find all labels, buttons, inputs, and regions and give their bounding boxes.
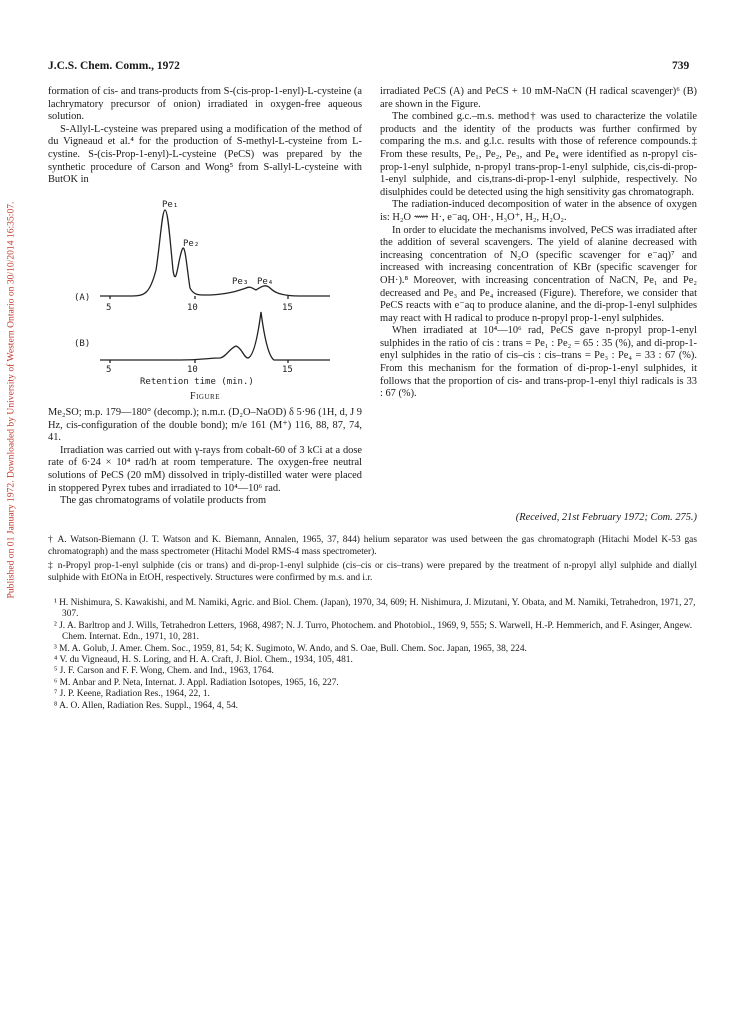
reference-2: ² J. A. Barltrop and J. Wills, Tetrahedron Letters, 1968, 4987; N. J. Turro, Photochem. and Photobiol., 1969, 9, 555; S. Warwell, H.-P. Hemmerich, and F. Asinger, Angew. Chem. Internat. Edn., 1971, 10, 281. bbox=[54, 620, 693, 643]
tick-label-b-5: 5 bbox=[106, 365, 112, 375]
left-paragraph-5: The gas chromatograms of volatile products from bbox=[60, 495, 267, 507]
right-paragraph-1: irradiated PeCS (A) and PeCS + 10 mM-NaCN (H radical scavenger)⁶ (B) are shown in the Figure. bbox=[380, 86, 697, 110]
tick-label-b-15: 15 bbox=[282, 365, 293, 375]
reference-3: ³ M. A. Golub, J. Amer. Chem. Soc., 1959, 81, 54; K. Sugimoto, W. Ando, and S. Oae, Bull. Chem. Soc. Japan, 1965, 38, 224. bbox=[54, 643, 527, 654]
right-paragraph-3: The radiation-induced decomposition of water in the absence of oxygen is: H₂O ⟿ H·, e⁻aq, OH·, H₃O⁺, H₂, H₂O₂. bbox=[380, 199, 697, 223]
references bbox=[48, 598, 697, 712]
peak-label-pe2: Pe₂ bbox=[183, 239, 200, 249]
right-paragraph-2: The combined g.c.–m.s. method† was used to characterize the volatile products and the identity of the products was further confirmed by comparing the m.s. and g.l.c. results with those of reference compounds.‡ From these results, Pe₁, Pe₂, Pe₃, and Pe₄ were identified as n-propyl cis-prop-1-enyl sulphide, n-propyl trans-prop-1-enyl sulphide, cis,cis-di-prop-1-enyl sulphide, and cis,trans-di-prop-1-enyl sulphide, respectively. No disulphides could be detected using the high sensitivity gas chromatograph. bbox=[380, 111, 697, 198]
figure-caption: Figure bbox=[190, 391, 220, 402]
download-watermark bbox=[4, 160, 18, 640]
left-paragraph-1: formation of cis- and trans-products from S-(cis-prop-1-enyl)-L-cysteine (a lachrymatory precursor of onion) irradiated in oxygen-free aqueous solution. bbox=[48, 86, 362, 123]
left-column-top bbox=[48, 86, 362, 187]
trace-a-label: (A) bbox=[74, 293, 91, 303]
peak-label-pe4: Pe₄ bbox=[257, 277, 274, 287]
peak-label-pe3: Pe₃ bbox=[232, 277, 249, 287]
received-date: (Received, 21st February 1972; Com. 275.) bbox=[515, 512, 697, 523]
tick-label-a-10: 10 bbox=[187, 303, 198, 313]
left-paragraph-4: Irradiation was carried out with γ-rays from cobalt-60 of 3 kCi at a dose rate of 6·24 × 10⁴ rad/h at room temperature. The oxygen-free neutral solutions of PeCS (20 mM) dissolved in triply-distilled water were placed in stoppered Pyrex tubes and irradiated to 10⁴—10⁶ rad. bbox=[48, 444, 362, 494]
reference-8: ⁸ A. O. Allen, Radiation Res. Suppl., 1964, 4, 54. bbox=[54, 700, 238, 711]
journal-header: J.C.S. Chem. Comm., 1972 bbox=[48, 60, 180, 72]
footnotes bbox=[48, 535, 697, 587]
peak-label-pe1: Pe₁ bbox=[162, 200, 179, 210]
left-column-bottom bbox=[48, 407, 362, 508]
gas-chromatogram-figure bbox=[70, 200, 360, 390]
footnote-dagger: † A. Watson-Biemann (J. T. Watson and K. Biemann, Annalen, 1965, 37, 844) helium separator was used between the gas chromatograph (Hitachi Model K-53 gas chromatograph) and the mass spectrometer (Hitachi Model RMS-4 mass spectrometer). bbox=[48, 535, 697, 557]
chromatogram-trace-a bbox=[100, 210, 330, 296]
right-paragraph-4: In order to elucidate the mechanisms involved, PeCS was irradiated after the addition of several scavengers. The yield of alanine decreased with increasing concentration of N₂O (specific scavenger for e⁻aq)⁷ and increased with increasing concentration of KBr (specific scavenger for OH·).⁸ Moreover, with increasing concentration of NaCN, Pe₁ and Pe₂ decreased and Pe₃ and Pe₄ increased (Figure). Therefore, we consider that PeCS reacts with e⁻aq to produce alanine, and the di-prop-1-enyl sulphides may react with H radical to produce n-propyl prop-1-enyl sulphides. bbox=[380, 224, 697, 324]
reference-6: ⁶ M. Anbar and P. Neta, Internat. J. Appl. Radiation Isotopes, 1965, 16, 227. bbox=[54, 677, 339, 688]
reference-4: ⁴ V. du Vigneaud, H. S. Loring, and H. A. Craft, J. Biol. Chem., 1934, 105, 481. bbox=[54, 655, 353, 666]
footnote-double-dagger: ‡ n-Propyl prop-1-enyl sulphide (cis or trans) and di-prop-1-enyl sulphide (cis–cis or cis–trans) were prepared by the treatment of n-propyl allyl sulphide and diallyl sulphide with EtONa in EtOH, respectively. Structures were confirmed by m.s. and i.r. bbox=[48, 561, 697, 583]
chromatogram-trace-b bbox=[100, 312, 330, 360]
reference-1: ¹ H. Nishimura, S. Kawakishi, and M. Namiki, Agric. and Biol. Chem. (Japan), 1970, 34, 609; H. Nishimura, J. Mizutani, Y. Obata, and M. Namiki, Tetrahedron, 1971, 27, 307. bbox=[54, 598, 696, 620]
left-paragraph-3: Me₂SO; m.p. 179—180° (decomp.); n.m.r. (D₂O–NaOD) δ 5·96 (1H, d, J 9 Hz, cis-configuration of the double bond); m/e 161 (M⁺) 116, 88, 87, 74, 41. bbox=[48, 407, 362, 444]
x-axis-label: Retention time (min.) bbox=[140, 377, 254, 387]
tick-label-a-5: 5 bbox=[106, 303, 112, 313]
reference-5: ⁵ J. F. Carson and F. F. Wong, Chem. and Ind., 1963, 1764. bbox=[54, 666, 274, 677]
left-paragraph-2: S-Allyl-L-cysteine was prepared using a modification of the method of du Vigneaud et al.⁴ for the production of S-methyl-L-cysteine from L-cystine. S-(cis-Prop-1-enyl)-L-cysteine (PeCS) was prepared by the synthetic procedure of Carson and Wong⁵ from S-allyl-L-cysteine with ButOK in bbox=[48, 123, 362, 186]
tick-label-a-15: 15 bbox=[282, 303, 293, 313]
page-number: 739 bbox=[672, 60, 690, 72]
reference-7: ⁷ J. P. Keene, Radiation Res., 1964, 22, 1. bbox=[54, 689, 210, 700]
tick-label-b-10: 10 bbox=[187, 365, 198, 375]
right-paragraph-5: When irradiated at 10⁴—10⁶ rad, PeCS gave n-propyl prop-1-enyl sulphides in the ratio of cis : trans = Pe₁ : Pe₂ = 65 : 35 (%), and di-prop-1-enyl sulphides in the ratio of cis–cis : cis–trans = Pe₃ : Pe₄ = 33 : 67 (%). From this mechanism for the formation of di-prop-1-enyl sulphides, it follows that the proportion of cis- and trans-prop-1-enyl thiyl radicals is 33 : 67 (%). bbox=[380, 325, 697, 400]
trace-b-label: (B) bbox=[74, 339, 91, 349]
right-column bbox=[380, 86, 697, 401]
download-watermark-text: Published on 01 January 1972. Downloaded by University of Western Ontario on 30/10/2014 16:35:07. bbox=[5, 201, 17, 599]
